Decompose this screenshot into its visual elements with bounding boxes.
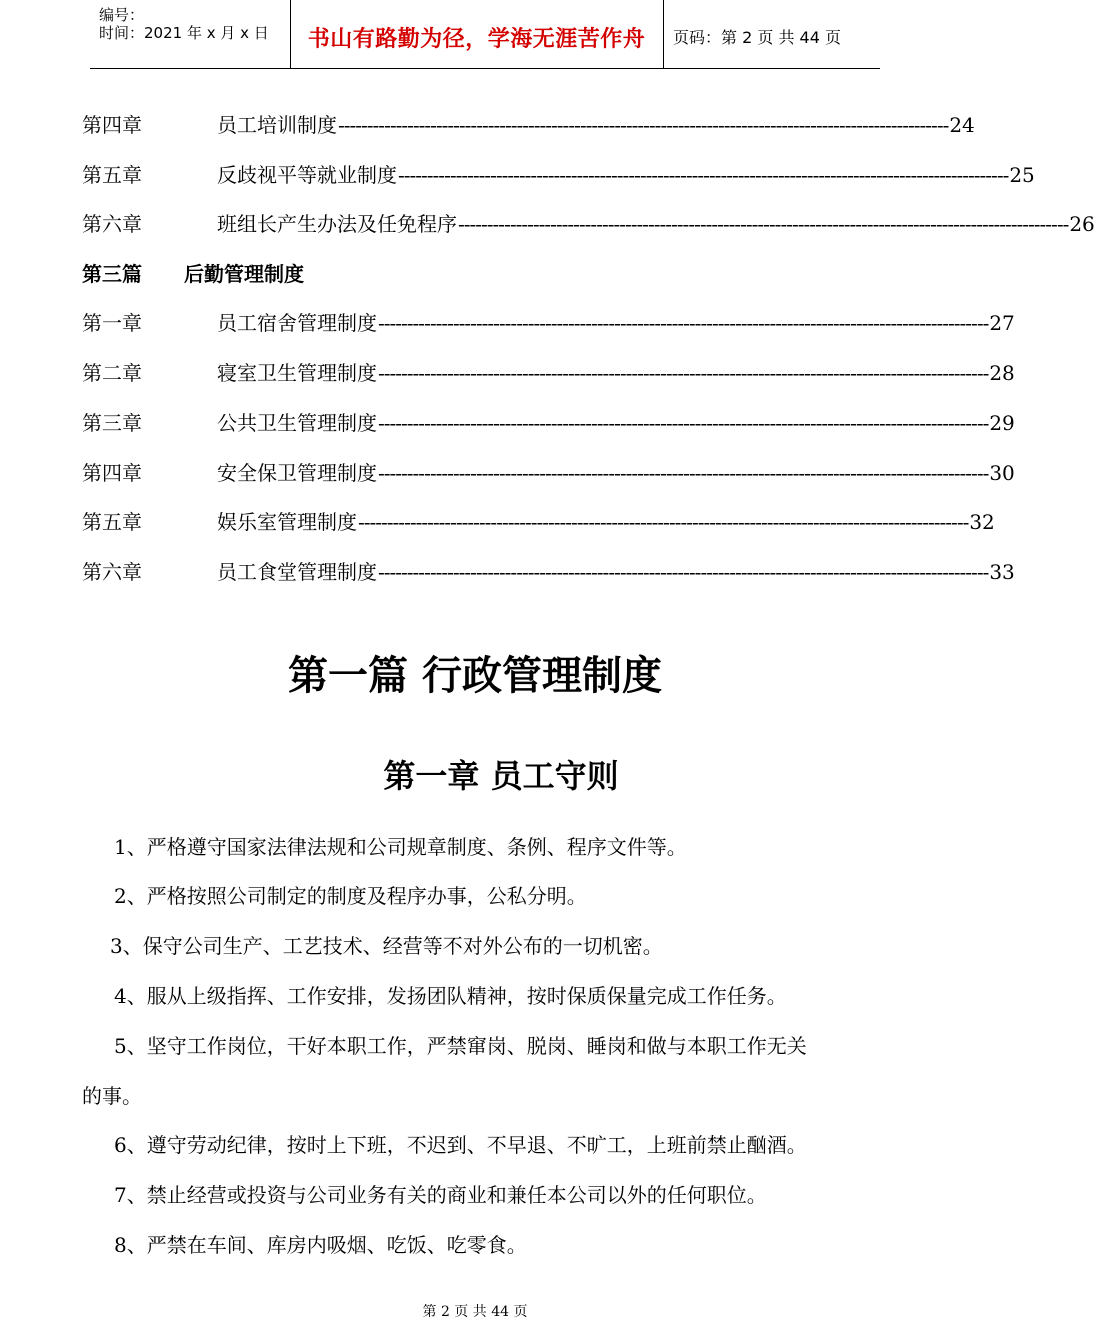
rule-item: 4、服从上级指挥、工作安排，发扬团队精神，按时保质保量完成工作任务。 <box>114 984 787 1008</box>
page-info: 页码：第 2 页 共 44 页 <box>673 28 841 47</box>
page-footer: 第 2 页 共 44 页 <box>422 1304 528 1320</box>
part-title: 第一篇 行政管理制度 <box>288 653 662 699</box>
toc-page: 29 <box>989 411 1015 435</box>
page-header <box>90 0 880 69</box>
header-meta-cell <box>90 0 291 68</box>
toc-page: 26 <box>1069 212 1095 236</box>
toc-leader: ---------------------------------------------------------------------------------------------------------- <box>378 411 989 435</box>
rule-item: 3、保守公司生产、工艺技术、经营等不对外公布的一切机密。 <box>110 934 663 958</box>
section-title: 后勤管理制度 <box>184 262 304 286</box>
rule-item: 5、坚守工作岗位，干好本职工作，严禁窜岗、脱岗、睡岗和做与本职工作无关 <box>114 1034 807 1058</box>
toc-row[interactable] <box>82 557 1015 587</box>
toc-chapter: 第五章 <box>82 163 142 187</box>
toc-title: 公共卫生管理制度 <box>217 411 377 435</box>
rule-item: 8、严禁在车间、库房内吸烟、吃饭、吃零食。 <box>114 1233 527 1257</box>
toc-row[interactable] <box>82 110 975 140</box>
toc-title: 安全保卫管理制度 <box>217 461 377 485</box>
header-page-cell <box>663 0 880 68</box>
toc-chapter: 第四章 <box>82 461 142 485</box>
toc-title: 员工培训制度 <box>217 113 337 137</box>
toc-title: 员工食堂管理制度 <box>217 560 377 584</box>
toc-leader: ---------------------------------------------------------------------------------------------------------- <box>378 560 989 584</box>
toc-title: 反歧视平等就业制度 <box>217 163 397 187</box>
toc-chapter: 第三章 <box>82 411 142 435</box>
toc-chapter: 第五章 <box>82 510 142 534</box>
toc-title: 寝室卫生管理制度 <box>217 361 377 385</box>
toc-page: 32 <box>969 510 995 534</box>
toc-page: 25 <box>1009 163 1035 187</box>
toc-row[interactable] <box>82 358 1015 388</box>
toc-chapter: 第六章 <box>82 560 142 584</box>
date-label: 时间：2021 年 x 月 x 日 <box>99 24 269 42</box>
toc-chapter: 第六章 <box>82 212 142 236</box>
toc-title: 班组长产生办法及任免程序 <box>217 212 457 236</box>
rule-item: 2、严格按照公司制定的制度及程序办事，公私分明。 <box>114 884 587 908</box>
toc-leader: ---------------------------------------------------------------------------------------------------------- <box>398 163 1009 187</box>
rule-item: 7、禁止经营或投资与公司业务有关的商业和兼任本公司以外的任何职位。 <box>114 1183 767 1207</box>
chapter-title: 第一章 员工守则 <box>383 757 619 795</box>
toc-chapter: 第四章 <box>82 113 142 137</box>
toc-page: 33 <box>989 560 1015 584</box>
toc-leader: ---------------------------------------------------------------------------------------------------------- <box>378 311 989 335</box>
toc-page: 24 <box>949 113 975 137</box>
rule-item: 6、遵守劳动纪律，按时上下班，不迟到、不早退、不旷工，上班前禁止酗酒。 <box>114 1133 807 1157</box>
toc-leader: ---------------------------------------------------------------------------------------------------------- <box>458 212 1069 236</box>
rule-item-continuation: 的事。 <box>82 1084 142 1108</box>
section-code: 第三篇 <box>82 262 142 286</box>
toc-row[interactable] <box>82 209 1095 239</box>
toc-row[interactable] <box>82 308 1015 338</box>
rule-item: 1、严格遵守国家法律法规和公司规章制度、条例、程序文件等。 <box>114 835 687 859</box>
toc-chapter: 第二章 <box>82 361 142 385</box>
toc-page: 28 <box>989 361 1015 385</box>
toc-title: 员工宿舍管理制度 <box>217 311 377 335</box>
toc-leader: ---------------------------------------------------------------------------------------------------------- <box>378 361 989 385</box>
toc-row[interactable] <box>82 507 995 537</box>
toc-page: 30 <box>989 461 1015 485</box>
motto: 书山有路勤为径，学海无涯苦作舟 <box>307 27 646 52</box>
toc-leader: ---------------------------------------------------------------------------------------------------------- <box>378 461 989 485</box>
toc-leader: ---------------------------------------------------------------------------------------------------------- <box>358 510 969 534</box>
header-motto-cell <box>290 0 664 68</box>
toc-page: 27 <box>989 311 1015 335</box>
toc-title: 娱乐室管理制度 <box>217 510 357 534</box>
toc-row[interactable] <box>82 408 1015 438</box>
toc-leader: ---------------------------------------------------------------------------------------------------------- <box>338 113 949 137</box>
toc-row[interactable] <box>82 160 1035 190</box>
number-label: 编号： <box>99 6 145 24</box>
toc-chapter: 第一章 <box>82 311 142 335</box>
toc-row[interactable] <box>82 458 1015 488</box>
